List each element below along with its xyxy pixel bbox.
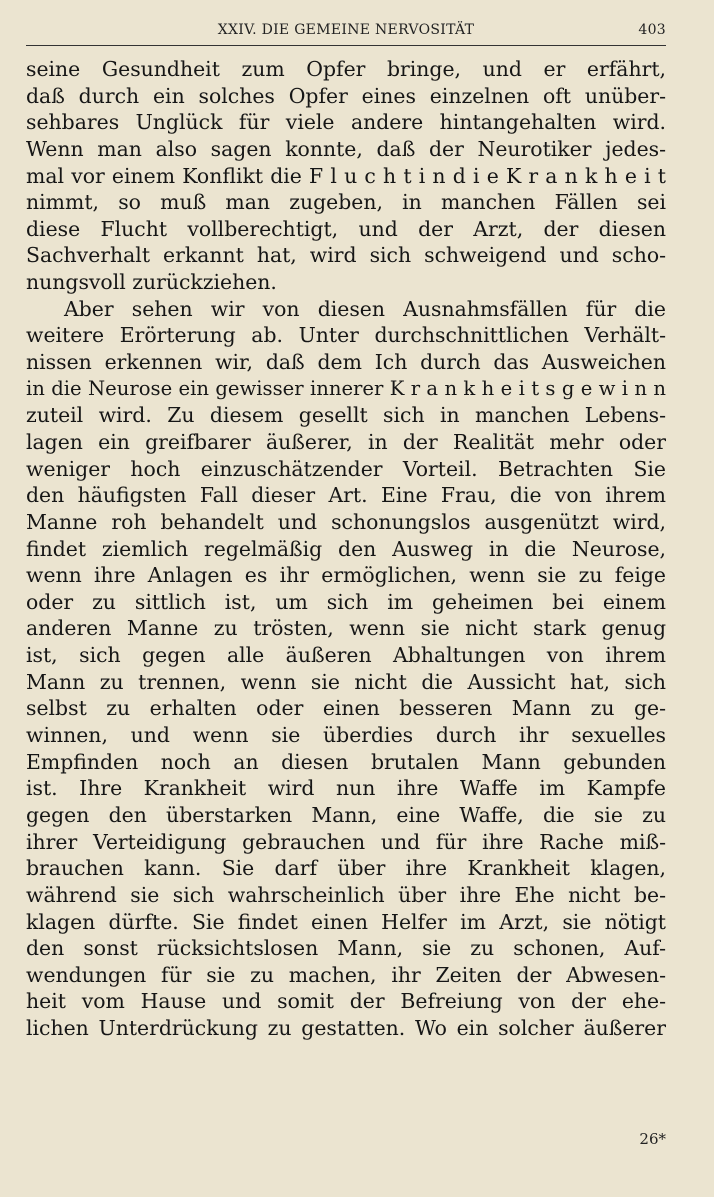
text-line: winnen, und wenn sie überdies durch ihr sexuelles <box>26 723 666 748</box>
text-line: Mann zu trennen, wenn sie nicht die Aussicht hat, sich <box>26 669 666 694</box>
text-line: nungsvoll zurückziehen. <box>26 270 277 295</box>
text-line: anderen Manne zu trösten, wenn sie nicht stark genug <box>26 616 666 641</box>
text-line: nissen erkennen wir, daß dem Ich durch das Ausweichen <box>26 350 666 375</box>
header-rule <box>26 45 666 46</box>
text-line: den häufigsten Fall dieser Art. Eine Frau, die von ihrem <box>26 483 666 508</box>
text-line: zuteil wird. Zu diesem gesellt sich in manchen Lebens- <box>26 403 666 428</box>
text-line: Sachverhalt erkannt hat, wird sich schweigend und scho- <box>26 243 666 268</box>
text-line: daß durch ein solches Opfer eines einzelnen oft unüber- <box>26 83 666 108</box>
text-line: Wenn man also sagen konnte, daß der Neurotiker jedes- <box>26 136 666 161</box>
page-number: 403 <box>638 22 666 38</box>
text-line: weniger hoch einzuschätzender Vorteil. Betrachten Sie <box>26 456 666 481</box>
text-line: wenn ihre Anlagen es ihr ermöglichen, wenn sie zu feige <box>26 563 666 588</box>
text-line: seine Gesundheit zum Opfer bringe, und er erfährt, <box>26 57 666 81</box>
text-line: sehbares Unglück für viele andere hintangehalten wird. <box>26 110 666 135</box>
running-header <box>26 22 666 44</box>
text-line: Manne roh behandelt und schonungslos ausgenützt wird, <box>26 509 666 534</box>
text-line: klagen dürfte. Sie findet einen Helfer im Arzt, sie nötigt <box>26 909 666 934</box>
text-line: Empfinden noch an diesen brutalen Mann gebunden <box>26 749 666 774</box>
text-line: wendungen für sie zu machen, ihr Zeiten der Abwesen- <box>26 962 666 987</box>
text-line: findet ziemlich regelmäßig den Ausweg in die Neurose, <box>26 536 666 561</box>
text-line: mal vor einem Konflikt die F l u c h t i n d i e K r a n k h e i t <box>26 163 666 188</box>
text-line: in die Neurose ein gewisser innerer K r a n k h e i t s g e w i n n <box>26 376 666 400</box>
text-line: nimmt, so muß man zugeben, in manchen Fällen sei <box>26 190 666 215</box>
text-line: weitere Erörterung ab. Unter durchschnittlichen Verhält- <box>26 323 666 348</box>
signature-mark: 26* <box>639 1130 666 1148</box>
text-line: oder zu sittlich ist, um sich im geheimen bei einem <box>26 589 666 614</box>
text-line: selbst zu erhalten oder einen besseren Mann zu ge- <box>26 696 666 721</box>
text-line: lagen ein greifbarer äußerer, in der Realität mehr oder <box>26 429 666 454</box>
text-line: ihrer Verteidigung gebrauchen und für ihre Rache miß- <box>26 829 666 854</box>
text-line: während sie sich wahrscheinlich über ihre Ehe nicht be- <box>26 882 666 907</box>
text-line: brauchen kann. Sie darf über ihre Krankheit klagen, <box>26 856 666 881</box>
body-text <box>26 56 666 1042</box>
text-line: ist. Ihre Krankheit wird nun ihre Waffe im Kampfe <box>26 776 666 801</box>
text-line: gegen den überstarken Mann, eine Waffe, die sie zu <box>26 802 666 827</box>
text-line: Aber sehen wir von diesen Ausnahmsfällen für die <box>64 296 666 321</box>
text-line: heit vom Hause und somit der Befreiung von der ehe- <box>26 989 666 1014</box>
text-line: ist, sich gegen alle äußeren Abhaltungen von ihrem <box>26 643 666 668</box>
text-line: den sonst rücksichtslosen Mann, sie zu schonen, Auf- <box>26 936 666 961</box>
text-line: diese Flucht vollberechtigt, und der Arzt, der diesen <box>26 216 666 241</box>
text-line: lichen Unterdrückung zu gestatten. Wo ein solcher äußerer <box>26 1016 666 1041</box>
chapter-title: XXIV. DIE GEMEINE NERVOSITÄT <box>217 22 475 38</box>
